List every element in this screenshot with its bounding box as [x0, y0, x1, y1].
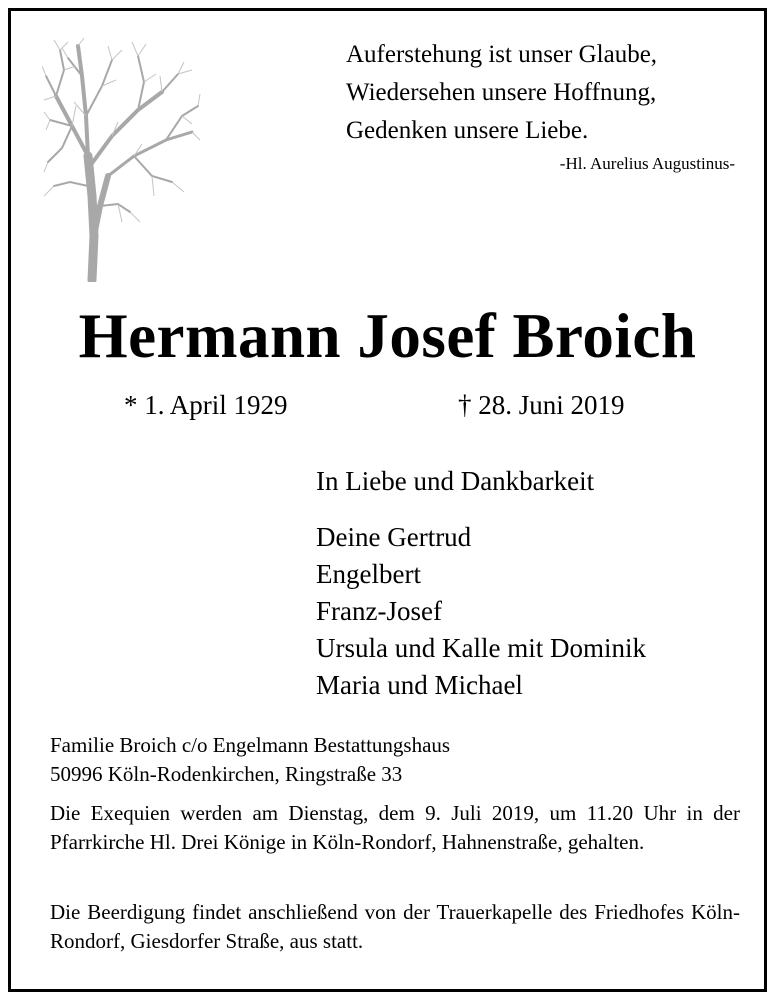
exequien-text: Die Exequien werden am Dienstag, dem 9. Juli 2019, um 11.20 Uhr in der Pfarrkirche Hl. Drei Könige in Köln-Rondorf, Hahnenstraße, gehalten.: [50, 801, 740, 854]
quote-line: Auferstehung ist unser Glaube,: [346, 41, 658, 68]
address-line: Familie Broich c/o Engelmann Bestattungshaus: [50, 733, 451, 757]
deceased-name: Hermann Josef Broich: [78, 301, 697, 371]
birth-date: * 1. April 1929: [124, 390, 288, 420]
mourner: Maria und Michael: [316, 670, 523, 700]
death-date: † 28. Juni 2019: [458, 390, 625, 420]
mourner: Engelbert: [316, 559, 421, 589]
quote-author: -Hl. Aurelius Augustinus-: [559, 154, 735, 173]
quote-line: Gedenken unsere Liebe.: [346, 117, 589, 144]
bare-tree-icon: [42, 36, 202, 282]
burial-text: Die Beerdigung findet anschließend von der Trauerkapelle des Friedhofes Köln-Rondorf, Giesdorfer Straße, aus statt.: [50, 900, 740, 953]
quote-block: [346, 36, 746, 150]
quote-line: Wiedersehen unsere Hoffnung,: [346, 79, 657, 106]
mourner: Deine Gertrud: [316, 522, 472, 552]
mourner: Franz-Josef: [316, 596, 442, 626]
address-line: 50996 Köln-Rodenkirchen, Ringstraße 33: [50, 762, 403, 786]
family-address: [50, 731, 740, 789]
mourners-list: [316, 519, 646, 704]
thanks-line: In Liebe und Dankbarkeit: [316, 466, 595, 496]
mourner: Ursula und Kalle mit Dominik: [316, 633, 646, 663]
